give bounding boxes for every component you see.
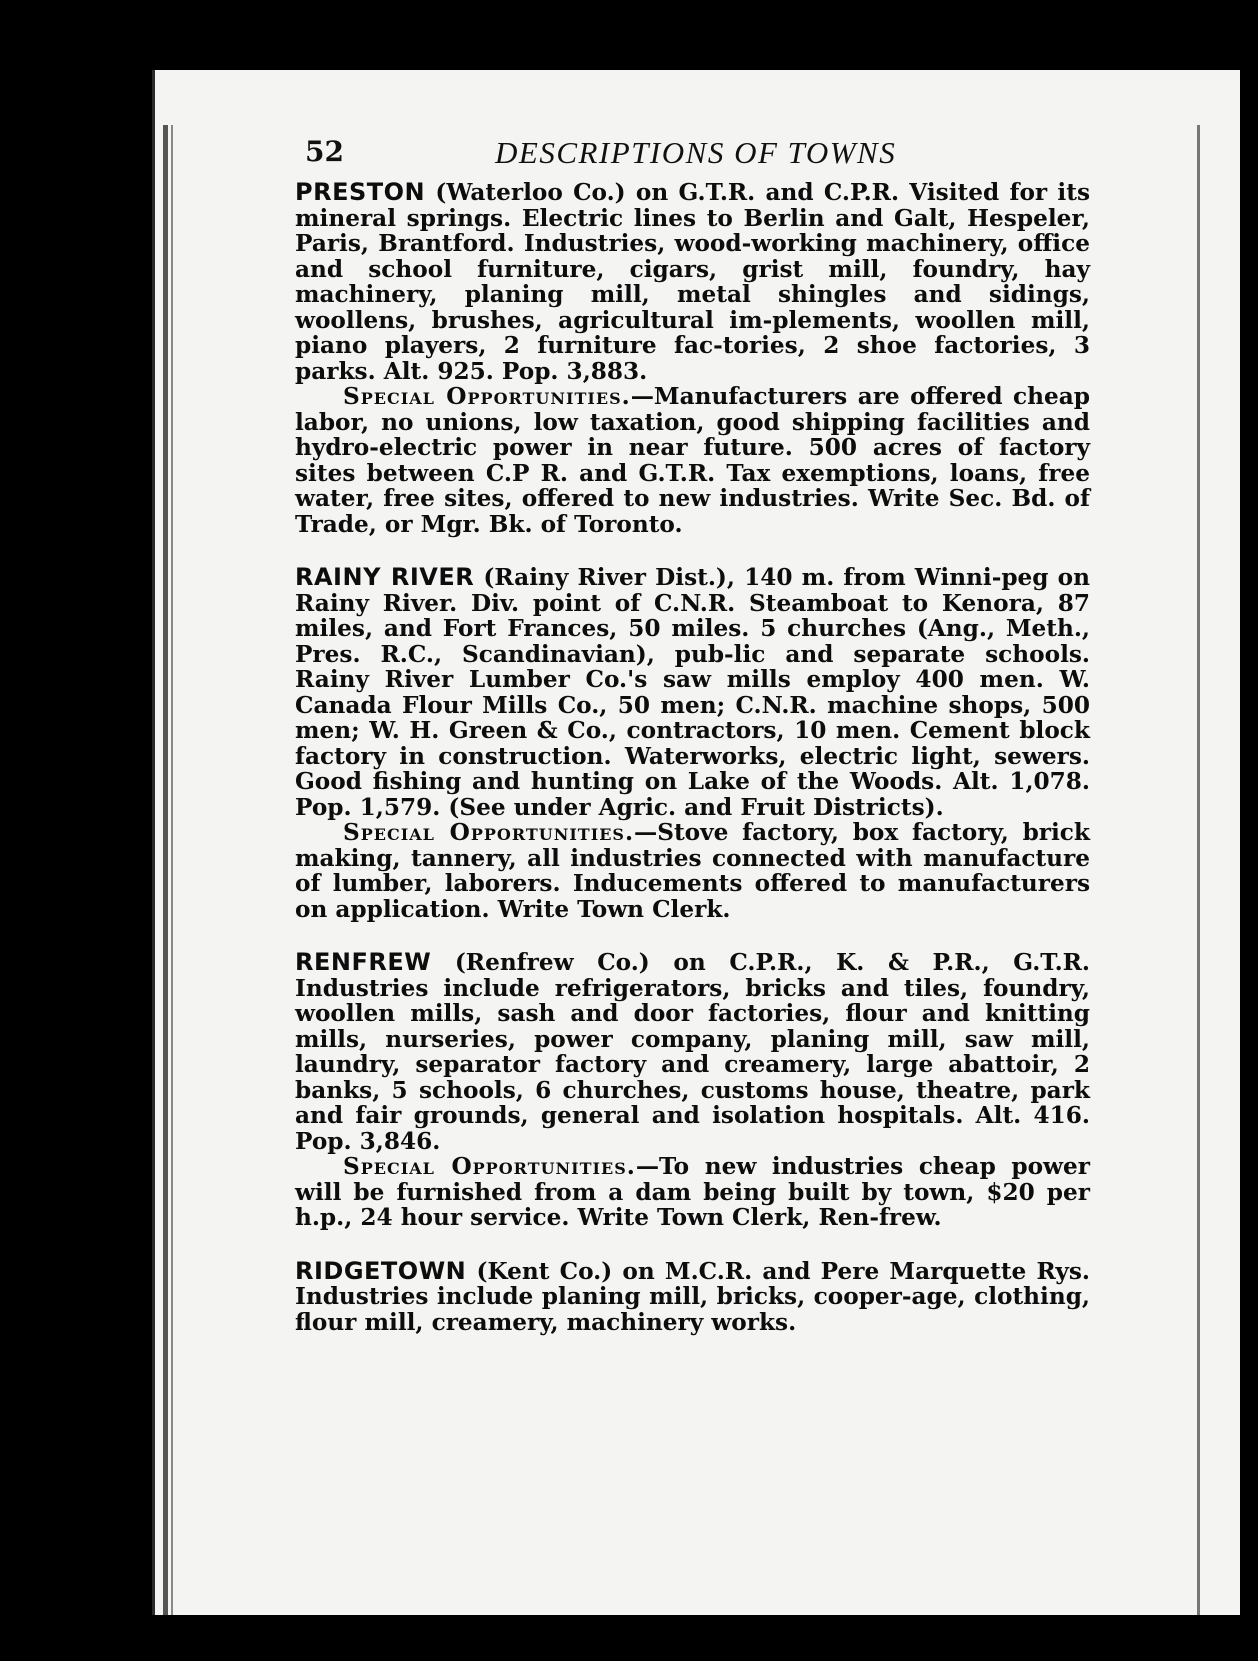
special-text: —Manufacturers are offered cheap labor, no unions, low taxation, good shipping facilities and hydro-electric power in near future. 500 acres of factory sites between C.P R. and G.T.R. Tax exemptions, loans, free water, free sites, offered to new industries. Write Sec. Bd. of Trade, or Mgr. Bk. of Toronto. (295, 383, 1091, 538)
entry-text: (Rainy River Dist.), 140 m. from Winni-peg on Rainy River. Div. point of C.N.R. Steamboat to Kenora, 87 miles, and Fort Frances, 50 miles. 5 churches (Ang., Meth., Pres. R.C., Scandinavian), pub-lic and separate schools. Rainy River Lumber Co.'s saw mills employ 400 men. W. Canada Flour Mills Co., 50 men; C.N.R. machine shops, 500 men; W. H. Green & Co., contractors, 10 men. Cement block factory in construction. Waterworks, electric light, sewers. Good fishing and hunting on Lake of the Woods. Alt. 1,078. Pop. 1,579. (See under Agric. and Fruit Districts). (295, 564, 1090, 821)
special-text: —To new industries cheap power will be furnished from a dam being built by town, $20 per h.p., 24 hour service. Write Town Clerk, Ren-frew. (295, 1153, 1090, 1231)
town-name: RENFREW (295, 948, 432, 976)
special-label: Special Opportunities. (343, 383, 631, 410)
book-page (152, 70, 1240, 1615)
town-descriptions (295, 180, 1090, 1363)
special-text: —Stove factory, box factory, brick making, tannery, all industries connected with manufacture of lumber, laborers. Inducements offered to manufacturers on application. Write Town Clerk. (295, 819, 1090, 923)
page-header (305, 135, 1135, 175)
town-name: PRESTON (295, 178, 426, 206)
town-entry-preston (295, 180, 1090, 537)
page-edge (171, 125, 173, 1615)
entry-body (295, 1256, 1090, 1336)
entry-text: (Kent Co.) on M.C.R. and Pere Marquette Rys. Industries include planing mill, bricks, cooper-age, clothing, flour mill, creamery, machinery works. (295, 1257, 1090, 1336)
running-title: DESCRIPTIONS OF TOWNS (495, 135, 897, 170)
town-entry-rainy-river (295, 565, 1090, 922)
town-entry-renfrew (295, 950, 1090, 1231)
special-label: Special Opportunities. (343, 1153, 636, 1180)
page-edge (1197, 125, 1200, 1615)
town-entry-ridgetown (295, 1256, 1090, 1336)
town-name: RAINY RIVER (295, 563, 475, 591)
page-edge (163, 125, 168, 1615)
entry-body (295, 565, 1090, 820)
entry-text: (Renfrew Co.) on C.P.R., K. & P.R., G.T.R. Industries include refrigerators, bricks and tiles, foundry, woollen mills, sash and door factories, flour and knitting mills, nurseries, power company, planing mill, saw mill, laundry, separator factory and creamery, large abattoir, 2 banks, 5 schools, 6 churches, customs house, theatre, park and fair grounds, general and isolation hospitals. Alt. 416. Pop. 3,846. (295, 949, 1090, 1155)
special-opportunities (295, 384, 1090, 537)
entry-text: (Waterloo Co.) on G.T.R. and C.P.R. Visited for its mineral springs. Electric lines to Berlin and Galt, Hespeler, Paris, Brantford. Industries, wood-working machinery, office and school furniture, cigars, grist mill, foundry, hay machinery, planing mill, metal shingles and sidings, woollens, brushes, agricultural im-plements, woollen mill, piano players, 2 furniture fac-tories, 2 shoe factories, 3 parks. Alt. 925. Pop. 3,883. (295, 179, 1090, 385)
entry-body (295, 180, 1090, 384)
special-opportunities (295, 820, 1090, 922)
special-opportunities (295, 1154, 1090, 1231)
entry-body (295, 950, 1090, 1154)
town-name: RIDGETOWN (295, 1256, 467, 1285)
special-label: Special Opportunities. (343, 819, 635, 846)
page-number: 52 (305, 135, 344, 168)
